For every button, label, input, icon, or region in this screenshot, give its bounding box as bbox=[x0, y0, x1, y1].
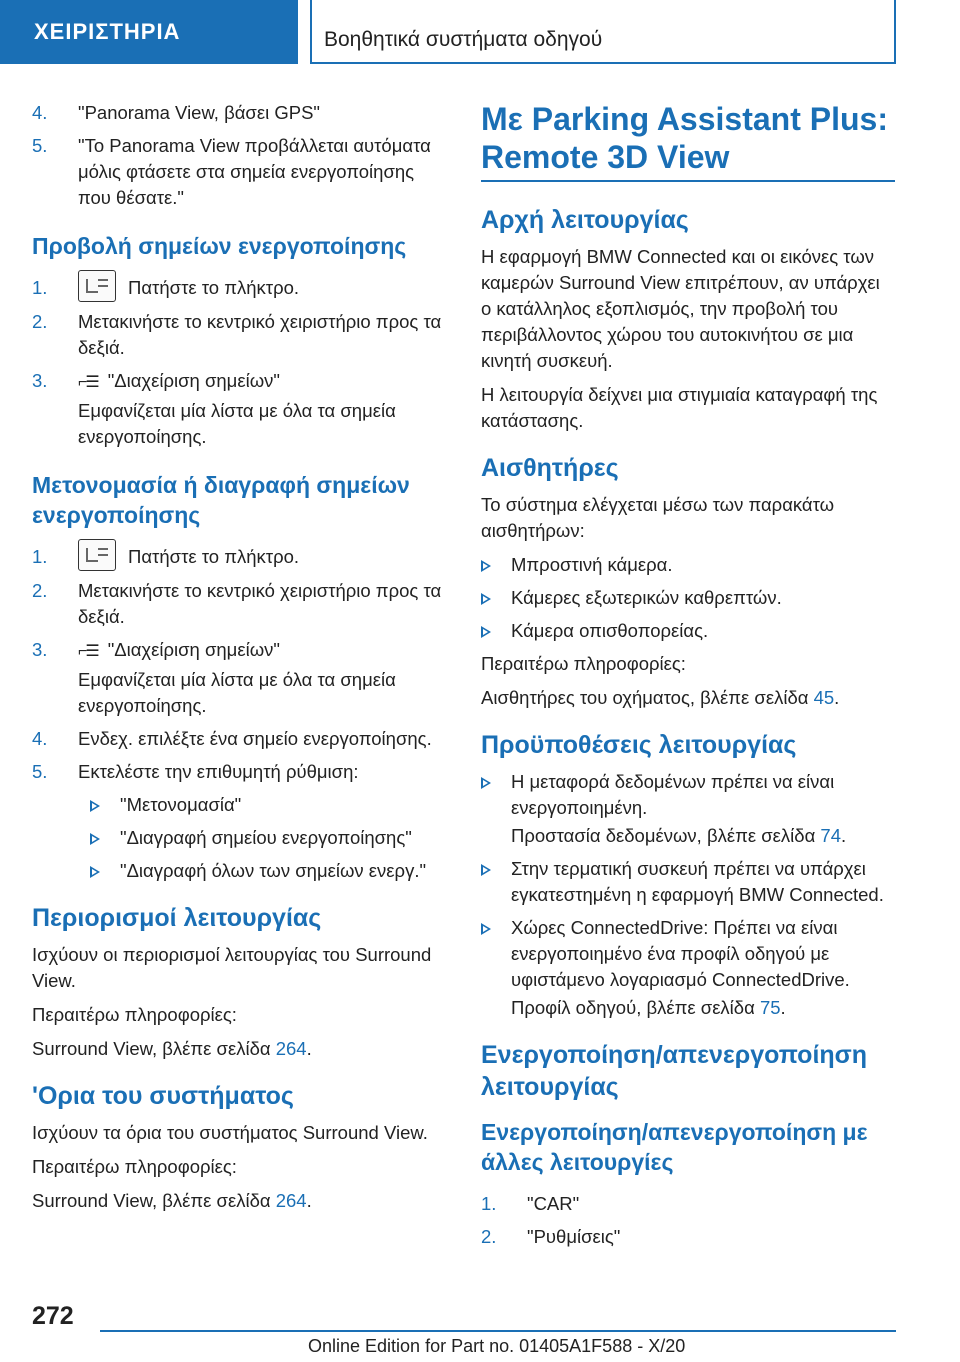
note-text: Προστασία δεδομένων, βλέπε σελίδα 74. bbox=[511, 825, 847, 846]
list-item: 2. Μετακινήστε το κεντρικό χειριστήριο προς τα δεξιά. bbox=[32, 311, 442, 359]
paragraph: Ισχύουν οι περιορισμοί λειτουργίας του Surround View. bbox=[32, 944, 432, 992]
note-text: Προφίλ οδηγού, βλέπε σελίδα 75. bbox=[511, 997, 786, 1018]
point-list-icon: ⌐☰ bbox=[78, 374, 98, 392]
section-heading: Προϋποθέσεις λειτουργίας bbox=[481, 731, 797, 759]
bullet-triangle-icon bbox=[90, 800, 100, 812]
bullet-item: Μπροστινή κάμερα. bbox=[481, 552, 895, 578]
list-item: 1. Πατήστε το πλήκτρο. bbox=[32, 544, 452, 571]
main-heading: Με Parking Assistant Plus: Remote 3D View bbox=[481, 100, 895, 182]
paragraph: Περαιτέρω πληροφορίες: bbox=[481, 653, 686, 674]
point-list-icon: ⌐☰ bbox=[78, 643, 98, 661]
page-link[interactable]: 75 bbox=[759, 997, 781, 1018]
paragraph: Το σύστημα ελέγχεται μέσω των παρακάτω αισθητήρων: bbox=[481, 494, 835, 541]
bullet-triangle-icon bbox=[481, 560, 491, 572]
paragraph: Surround View, βλέπε σελίδα 264. bbox=[32, 1190, 312, 1212]
page-link[interactable]: 74 bbox=[820, 825, 841, 846]
paragraph: Ισχύουν τα όρια του συστήματος Surround View. bbox=[32, 1122, 428, 1144]
paragraph: Περαιτέρω πληροφορίες: bbox=[32, 1156, 237, 1178]
list-item: 2. "Ρυθμίσεις" bbox=[481, 1226, 621, 1247]
list-item: 5. "Το Panorama View προβάλλεται αυτόματα μόλις φτάσετε στα σημεία ενεργοποίησης που θέσατε." bbox=[32, 135, 431, 208]
bullet-triangle-icon bbox=[90, 866, 100, 878]
note-text: Εμφανίζεται μία λίστα με όλα τα σημεία ενεργοποίησης. bbox=[78, 669, 396, 717]
bullet-item: "Διαγραφή όλων των σημείων ενεργ." bbox=[90, 858, 452, 884]
paragraph: Η λειτουργία δείχνει μια στιγμιαία καταγραφή της κατάστασης. bbox=[481, 384, 878, 431]
camera-button-icon bbox=[78, 270, 116, 302]
bullet-item: "Διαγραφή σημείου ενεργοποίησης" bbox=[90, 825, 452, 851]
section-heading: Μετονομασία ή διαγραφή σημείων ενεργοποίησης bbox=[32, 472, 410, 529]
bullet-item: Στην τερματική συσκευή πρέπει να υπάρχει εγκατεστημένη η εφαρμογή BMW Connected. bbox=[481, 856, 895, 908]
subsection-heading: Ενεργοποίηση/απενεργοποίηση με άλλες λειτουργίες bbox=[481, 1119, 868, 1175]
bullet-triangle-icon bbox=[481, 777, 491, 789]
bullet-item: Κάμερες εξωτερικών καθρεπτών. bbox=[481, 585, 895, 611]
list-item: 1. Πατήστε το πλήκτρο. bbox=[32, 275, 452, 302]
bullet-triangle-icon bbox=[481, 626, 491, 638]
right-column bbox=[481, 100, 895, 1257]
list-item: 5. Εκτελέστε την επιθυμητή ρύθμιση: bbox=[32, 761, 359, 783]
list-item: 2. Μετακινήστε το κεντρικό χειριστήριο προς τα δεξιά. bbox=[32, 580, 442, 628]
page-number: 272 bbox=[32, 1302, 74, 1330]
section-tab: ΧΕΙΡΙΣΤΗΡΙΑ bbox=[0, 0, 298, 64]
paragraph: Surround View, βλέπε σελίδα 264. bbox=[32, 1038, 312, 1060]
section-heading: Αρχή λειτουργίας bbox=[481, 206, 689, 234]
list-item: 4. Ενδεχ. επιλέξτε ένα σημείο ενεργοποίησης. bbox=[32, 728, 432, 750]
section-heading: Αισθητήρες bbox=[481, 454, 619, 482]
page-link[interactable]: 264 bbox=[275, 1190, 307, 1212]
bullet-triangle-icon bbox=[481, 923, 491, 935]
section-heading: Προβολή σημείων ενεργοποίησης bbox=[32, 233, 407, 259]
bullet-item: Η μεταφορά δεδομένων πρέπει να είναι ενεργοποιημένη. Προστασία δεδομένων, βλέπε σελίδα 74. bbox=[481, 769, 895, 849]
list-item: 3. ⌐☰ "Διαχείριση σημείων" Εμφανίζεται μία λίστα με όλα τα σημεία ενεργοποίησης. bbox=[32, 368, 452, 450]
paragraph: Αισθητήρες του οχήματος, βλέπε σελίδα 45. bbox=[481, 687, 840, 708]
page-link[interactable]: 45 bbox=[813, 687, 835, 708]
chapter-title: Βοηθητικά συστήματα οδηγού bbox=[324, 28, 603, 51]
left-column bbox=[32, 100, 452, 1222]
list-item: 4. "Panorama View, βάσει GPS" bbox=[32, 102, 320, 123]
bullet-triangle-icon bbox=[90, 833, 100, 845]
section-heading: 'Ορια του συστήματος bbox=[32, 1082, 294, 1111]
section-heading: Περιορισμοί λειτουργίας bbox=[32, 904, 322, 933]
bullet-triangle-icon bbox=[481, 864, 491, 876]
bullet-item: "Μετονομασία" bbox=[90, 792, 452, 818]
bullet-item: Κάμερα οπισθοπορείας. bbox=[481, 618, 895, 644]
paragraph: Περαιτέρω πληροφορίες: bbox=[32, 1004, 237, 1026]
list-item: 1. "CAR" bbox=[481, 1193, 580, 1214]
note-text: Εμφανίζεται μία λίστα με όλα τα σημεία ενεργοποίησης. bbox=[78, 400, 396, 448]
bullet-triangle-icon bbox=[481, 593, 491, 605]
camera-button-icon bbox=[78, 539, 116, 571]
footer-rule bbox=[100, 1330, 896, 1332]
page-link[interactable]: 264 bbox=[275, 1038, 307, 1060]
section-heading: Ενεργοποίηση/απενεργοποίηση λειτουργίας bbox=[481, 1041, 868, 1101]
bullet-item: Χώρες ConnectedDrive: Πρέπει να είναι ενεργοποιημένο ένα προφίλ οδηγού με υφιστάμενο λογαριασμό ConnectedDrive. Προφίλ οδηγού, βλέπε σελίδα 75. bbox=[481, 915, 895, 1021]
list-item: 3. ⌐☰ "Διαχείριση σημείων" Εμφανίζεται μία λίστα με όλα τα σημεία ενεργοποίησης. bbox=[32, 637, 452, 719]
paragraph: Η εφαρμογή BMW Connected και οι εικόνες των καμερών Surround View επιτρέπουν, αν υπάρχει ο κατάλληλος εξοπλισμός, την προβολή του περιβάλλοντος χώρου του αυτοκινήτου σε μια κινητή συσκευή. bbox=[481, 246, 880, 371]
footer-edition: Online Edition for Part no. 01405A1F588 - X/20 bbox=[308, 1336, 686, 1356]
